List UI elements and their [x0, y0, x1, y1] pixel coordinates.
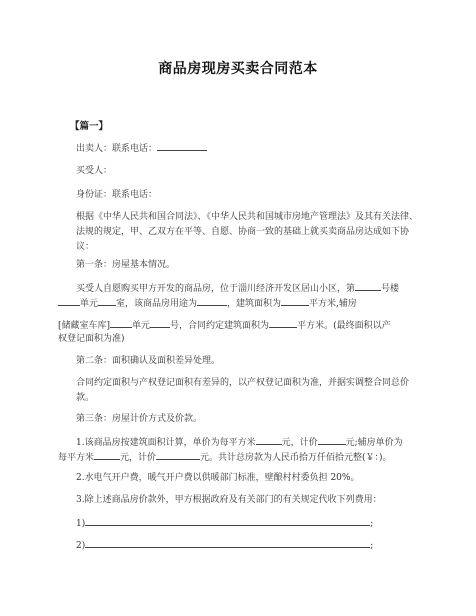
area-label: ，建筑面积为 — [227, 299, 282, 309]
room-blank — [98, 295, 116, 306]
price-label: 元，计价 — [281, 438, 318, 448]
extra-fees-paragraph: 3.除上述商品房价款外，甲方根据政府及有关部门的有关规定代收下列费用： — [76, 495, 382, 505]
aux-room-label: 平方米,辅房 — [309, 299, 357, 309]
aux-unit-label: 每平方米 — [58, 453, 95, 463]
article-2-heading: 第二条：面积确认及面积差异处理。 — [76, 356, 221, 366]
unit-price-label: 1.该商品房按建筑面积计算，单价为每平方米 — [76, 438, 256, 448]
price-blank — [318, 434, 346, 445]
building-number-blank — [355, 280, 381, 291]
section-heading: 【篇一】 — [70, 121, 109, 132]
storage-number-blank — [150, 317, 170, 328]
fee-item-2-end: ; — [370, 541, 374, 551]
unit-label: 单元 — [80, 299, 99, 309]
fee-item-2-number: 2) — [76, 541, 86, 551]
fee-item-1-blank — [85, 515, 370, 526]
seller-phone-blank — [157, 140, 207, 151]
house-info-line-2 — [58, 295, 418, 312]
article-1-heading: 第一条：房屋基本情况。 — [76, 260, 176, 270]
id-line: 身份证：联系电话： — [76, 190, 158, 200]
building-label: 号楼 — [381, 284, 400, 294]
unit-price-blank — [256, 434, 282, 445]
storage-unit-blank — [110, 317, 132, 328]
fee-item-1-number: 1) — [76, 519, 86, 529]
aux-unit-price-blank — [94, 449, 120, 460]
storage-area-note: 平方米。(最终面积以产 — [297, 321, 391, 331]
storage-area-label: 号，合同约定建筑面积为 — [170, 321, 270, 331]
price-line-2 — [58, 449, 418, 466]
fee-item-2 — [58, 537, 436, 554]
total-price-text: 元。共计总房款为人民币拾万仟佰拾元整(￥：)。 — [200, 453, 392, 463]
fee-item-2-blank — [85, 537, 370, 548]
storage-area-blank — [269, 317, 297, 328]
aux-price-blank — [156, 449, 200, 460]
storage-label: [储藏室车库] — [58, 321, 111, 331]
storage-line-2: 权登记面积为准) — [58, 334, 125, 344]
fees-paragraph: 2.水电气开户费，暖气开户费以供暖部门标准，壁酿村村委负担 20%。 — [76, 473, 360, 483]
fee-item-1 — [58, 515, 436, 532]
intro-paragraph: 根据《中华人民共和国合同法》、《中华人民共和国城市房地产管理法》及其有关法律、法规的规定，甲、乙双方在平等、自愿、协商一致的基础上就买卖商品房达成如下协议： — [76, 212, 419, 252]
area-diff-paragraph: 合同约定面积与产权登记面积有差异的，以产权登记面积为准，并据实调整合同总价款。 — [76, 378, 410, 403]
seller-label: 出卖人：联系电话： — [76, 144, 158, 154]
storage-unit-label: 单元 — [132, 321, 151, 331]
document-title: 商品房现房买卖合同范本 — [158, 61, 318, 77]
buyer-line: 买受人： — [76, 166, 113, 176]
usage-label: 室，该商品房用途为 — [116, 299, 198, 309]
area-blank — [281, 295, 309, 306]
aux-price-label-2: 元，计价 — [120, 453, 157, 463]
unit-blank — [58, 295, 80, 306]
article-3-heading: 第三条：房屋计价方式及价款。 — [76, 414, 203, 424]
fee-item-1-end: ; — [370, 519, 374, 529]
usage-blank — [197, 295, 227, 306]
seller-line — [58, 140, 436, 157]
aux-price-label: 元;辅房单价为 — [345, 438, 403, 448]
house-info-text: 买受人自愿购买甲方开发的商品房，位于淄川经济开发区居山小区，第 — [76, 284, 356, 294]
